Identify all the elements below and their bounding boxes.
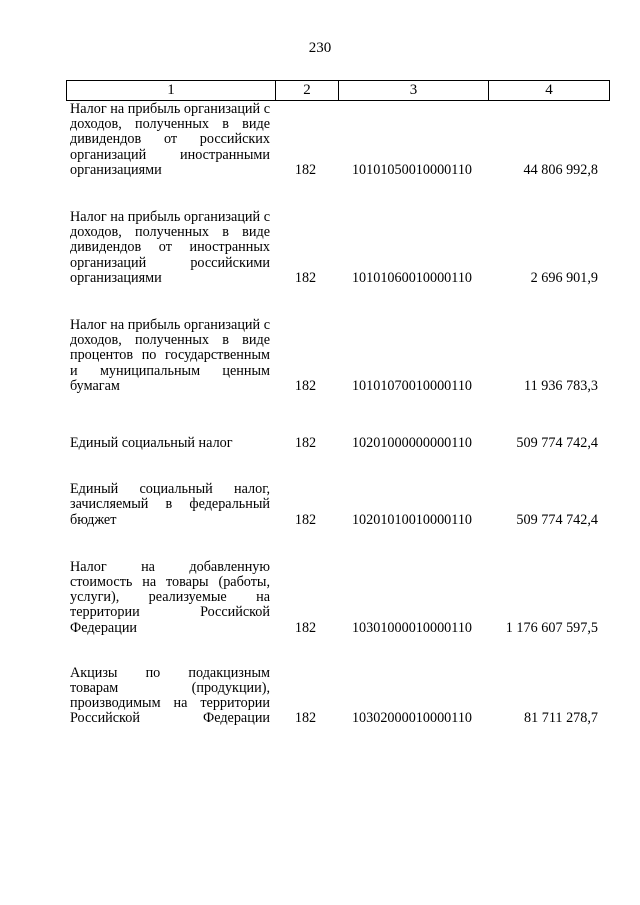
table-row [66, 560, 610, 636]
header-col-2: 2 [275, 81, 338, 100]
row-kbk-code: 10101050010000110 [351, 161, 473, 178]
header-col-4: 4 [488, 81, 609, 100]
table-row [66, 666, 610, 727]
row-description: Налог на добавленную стоимость на товары (работы, услуги), реализуемые на территории Российской Федерации [70, 558, 270, 636]
row-description: Налог на прибыль организаций с доходов, полученных в виде дивидендов от иностранных организаций российскими организациями [70, 209, 270, 286]
row-admin-code: 182 [294, 619, 317, 636]
row-kbk-code: 10201010010000110 [351, 511, 473, 528]
row-admin-code: 182 [294, 161, 317, 178]
budget-table [66, 80, 610, 727]
row-admin-code: 182 [294, 269, 317, 286]
table-row [66, 102, 610, 178]
row-amount: 509 774 742,4 [516, 435, 598, 452]
row-kbk-code: 10101060010000110 [351, 269, 473, 286]
row-amount: 1 176 607 597,5 [505, 619, 598, 636]
row-kbk-code: 10201000000000110 [351, 435, 473, 452]
header-col-3: 3 [338, 81, 488, 100]
row-description: Налог на прибыль организаций с доходов, полученных в виде процентов по государственным и муниципальным ценным бумагам [70, 317, 270, 394]
row-description: Единый социальный налог [70, 435, 233, 452]
row-admin-code: 182 [294, 377, 317, 394]
row-amount: 44 806 992,8 [523, 161, 598, 178]
row-admin-code: 182 [294, 435, 317, 452]
row-amount: 81 711 278,7 [524, 710, 598, 727]
table-header [66, 80, 610, 101]
row-admin-code: 182 [294, 511, 317, 528]
row-description: Акцизы по подакцизным товарам (продукции), производимым на территории Российской Федерации [70, 664, 270, 727]
row-amount: 2 696 901,9 [530, 269, 598, 286]
row-kbk-code: 10301000010000110 [351, 619, 473, 636]
row-description: Налог на прибыль организаций с доходов, полученных в виде дивидендов от российских организаций иностранными организациями [70, 101, 270, 178]
page-number: 230 [308, 40, 332, 56]
row-kbk-code: 10101070010000110 [351, 377, 473, 394]
row-amount: 11 936 783,3 [524, 377, 598, 394]
table-row [66, 318, 610, 394]
table-row [66, 436, 610, 451]
row-amount: 509 774 742,4 [516, 511, 598, 528]
table-row [66, 482, 610, 528]
row-admin-code: 182 [294, 710, 317, 727]
row-kbk-code: 10302000010000110 [351, 710, 473, 727]
header-col-1: 1 [167, 82, 175, 98]
row-description: Единый социальный налог, зачисляемый в федеральный бюджет [70, 481, 270, 528]
table-row [66, 210, 610, 286]
